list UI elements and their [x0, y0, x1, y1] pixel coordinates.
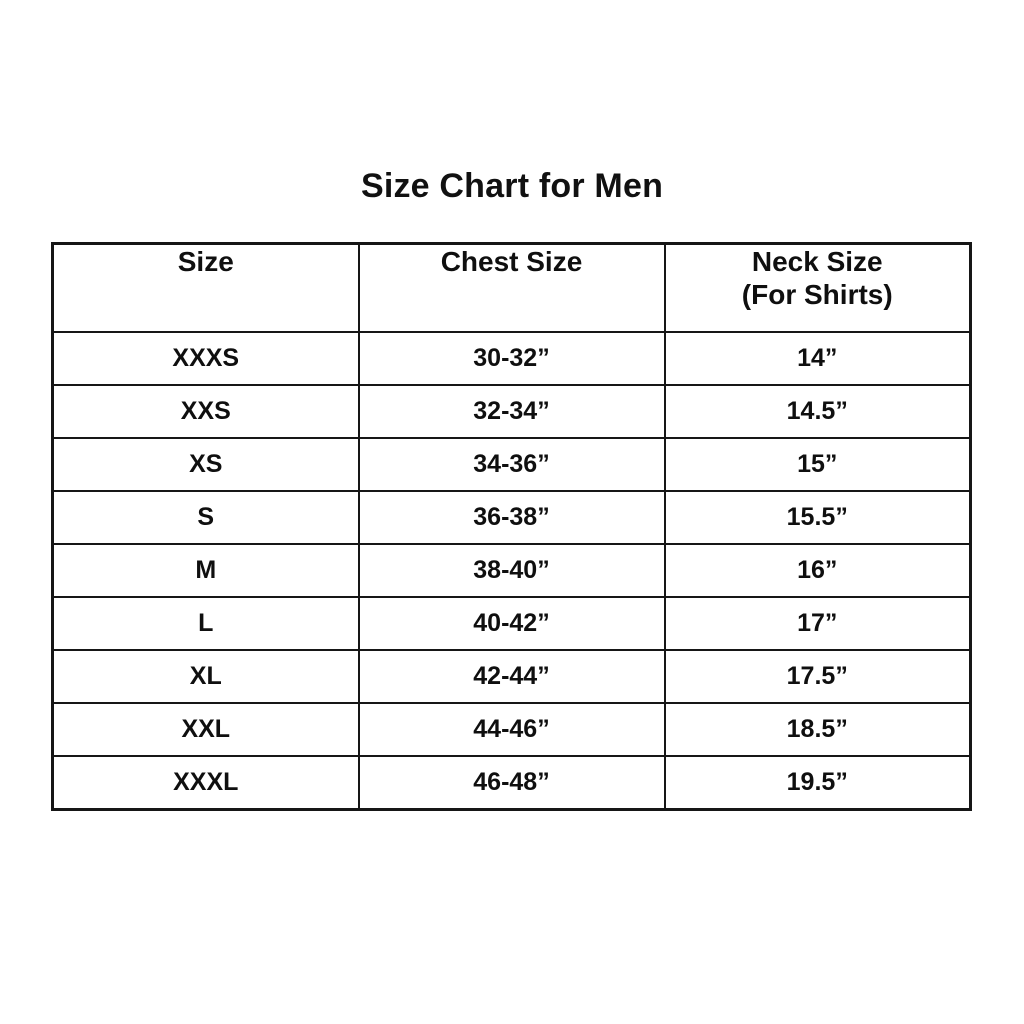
- size-cell: XS: [53, 438, 359, 491]
- table-row: [53, 438, 971, 491]
- chest-size-cell: 36-38”: [359, 491, 665, 544]
- column-header-size: [53, 244, 359, 333]
- chest-size-cell: 32-34”: [359, 385, 665, 438]
- chest-size-cell: 42-44”: [359, 650, 665, 703]
- neck-size-cell: 18.5”: [665, 703, 971, 756]
- size-cell: L: [53, 597, 359, 650]
- header-row: [53, 244, 971, 333]
- table-row: [53, 756, 971, 810]
- table-row: [53, 544, 971, 597]
- column-header-size-label: Size: [177, 246, 234, 277]
- neck-size-cell: 16”: [665, 544, 971, 597]
- column-header-neck-size: [665, 244, 971, 333]
- table-body: [53, 332, 971, 810]
- column-header-neck-size-note: (For Shirts): [741, 279, 893, 310]
- neck-size-cell: 14.5”: [665, 385, 971, 438]
- size-cell: XXXS: [53, 332, 359, 385]
- neck-size-cell: 15.5”: [665, 491, 971, 544]
- size-cell: XXS: [53, 385, 359, 438]
- size-cell: M: [53, 544, 359, 597]
- column-header-chest-size: [359, 244, 665, 333]
- size-cell: XXL: [53, 703, 359, 756]
- size-cell: S: [53, 491, 359, 544]
- table-row: [53, 385, 971, 438]
- neck-size-cell: 17.5”: [665, 650, 971, 703]
- neck-size-cell: 14”: [665, 332, 971, 385]
- size-chart-table: [51, 242, 972, 811]
- chest-size-cell: 40-42”: [359, 597, 665, 650]
- table-row: [53, 650, 971, 703]
- size-cell: XL: [53, 650, 359, 703]
- size-cell: XXXL: [53, 756, 359, 810]
- table-row: [53, 703, 971, 756]
- chest-size-cell: 46-48”: [359, 756, 665, 810]
- column-header-neck-size-label: Neck Size: [751, 246, 883, 277]
- column-header-chest-size-label: Chest Size: [440, 246, 583, 277]
- table-row: [53, 491, 971, 544]
- chest-size-cell: 34-36”: [359, 438, 665, 491]
- page-title: Size Chart for Men: [360, 167, 664, 205]
- neck-size-cell: 19.5”: [665, 756, 971, 810]
- table-header: [53, 244, 971, 333]
- chest-size-cell: 38-40”: [359, 544, 665, 597]
- neck-size-cell: 15”: [665, 438, 971, 491]
- table-row: [53, 597, 971, 650]
- chest-size-cell: 44-46”: [359, 703, 665, 756]
- table-row: [53, 332, 971, 385]
- chest-size-cell: 30-32”: [359, 332, 665, 385]
- neck-size-cell: 17”: [665, 597, 971, 650]
